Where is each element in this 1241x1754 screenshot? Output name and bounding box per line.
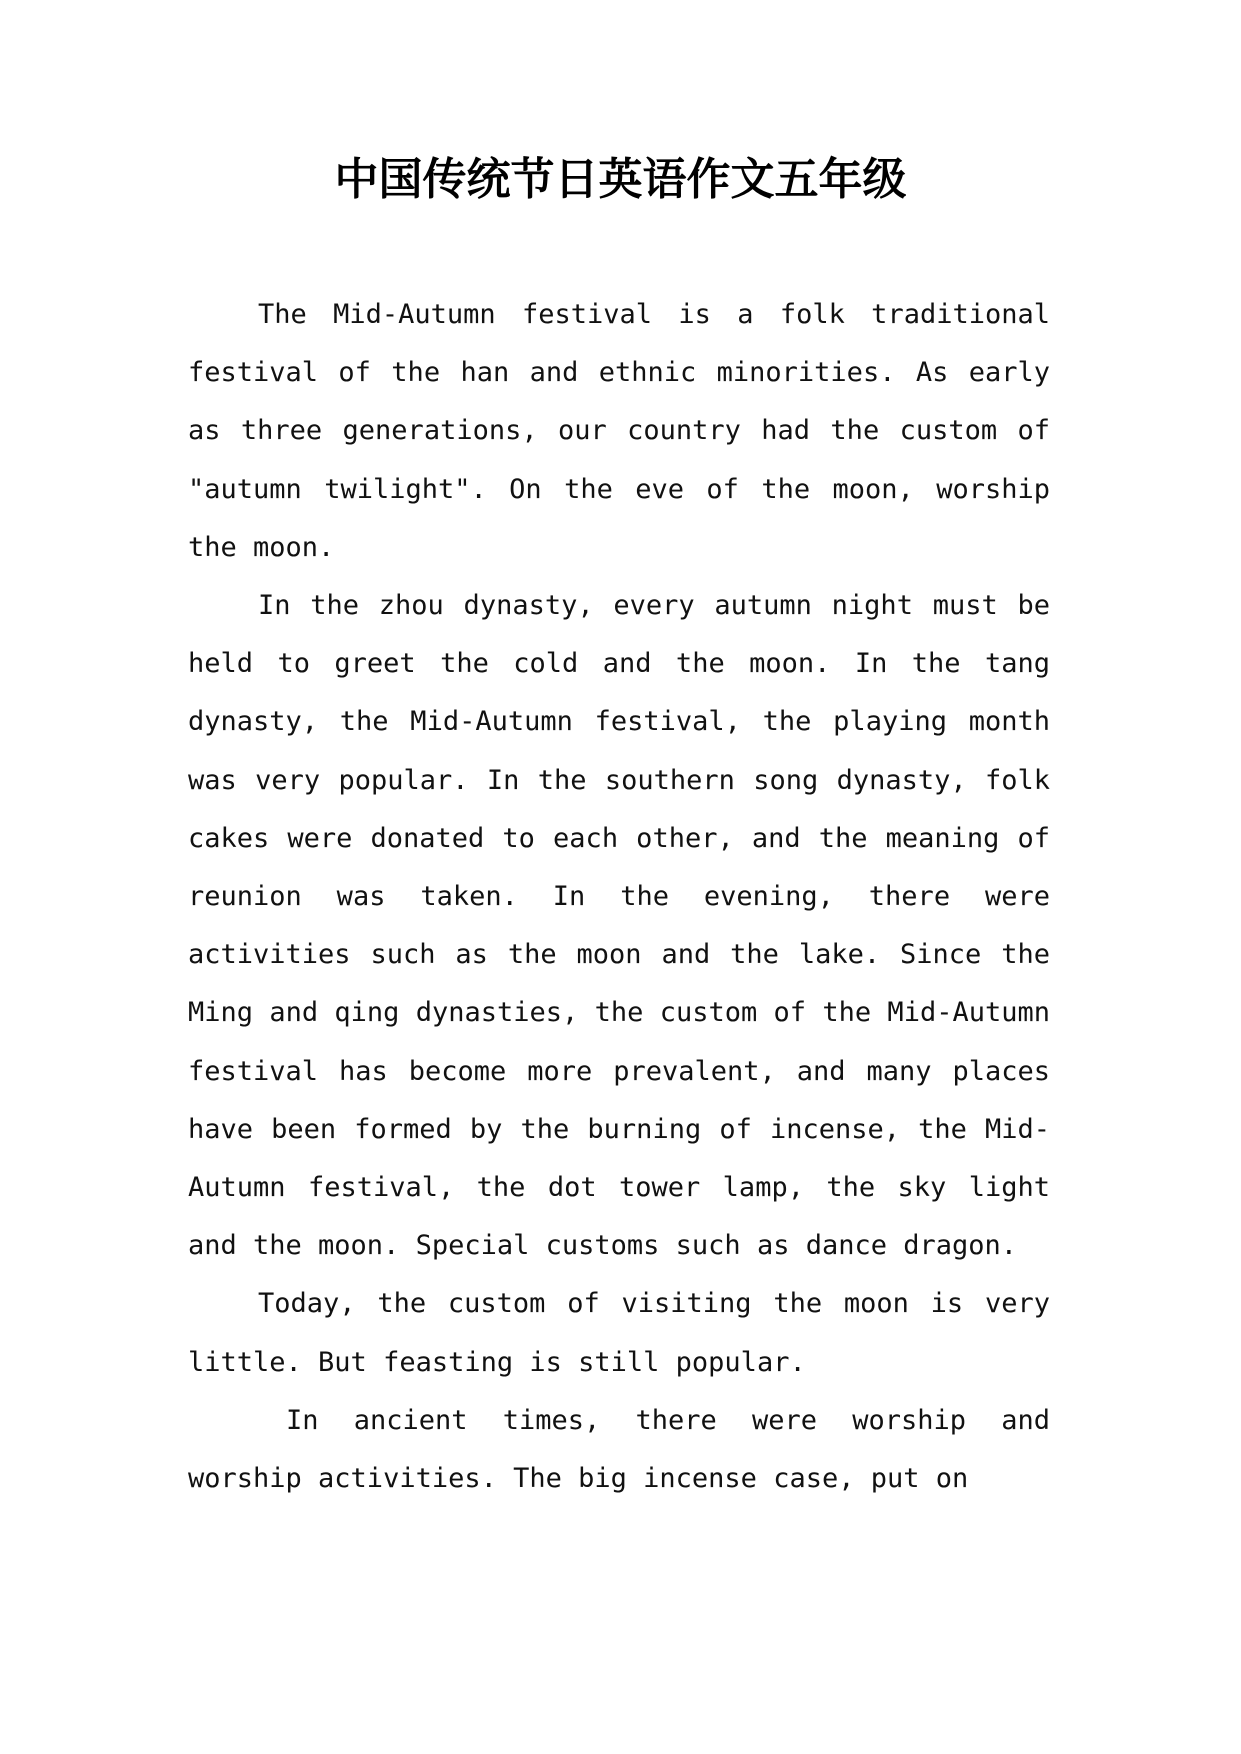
paragraph-4: In ancient times, there were worship and worship activities. The big incense case, put on xyxy=(188,1404,1050,1495)
paragraph-2: In the zhou dynasty, every autumn night must be held to greet the cold and the moon. In the tang dynasty, the Mid-Autumn festival, the playing month was very popular. In the southern song dynasty, folk cakes were donated to each other, and the meaning of reunion was taken. In the evening, there were activities such as the moon and the lake. Since the Ming and qing dynasties, the custom of the Mid-Autumn festival has become more prevalent, and many places have been formed by the burning of incense, the Mid-Autumn festival, the dot tower lamp, the sky light and the moon. Special customs such as dance dragon. xyxy=(188,590,1050,1262)
document-title: 中国传统节日英语作文五年级 xyxy=(334,154,907,205)
paragraph-3: Today, the custom of visiting the moon is very little. But feasting is still popular. xyxy=(188,1288,1050,1378)
document-body xyxy=(188,286,1050,1508)
paragraph-1: The Mid-Autumn festival is a folk traditional festival of the han and ethnic minorities. As early as three generations, our country had the custom of "autumn twilight". On the eve of the moon, worship the moon. xyxy=(188,299,1050,563)
